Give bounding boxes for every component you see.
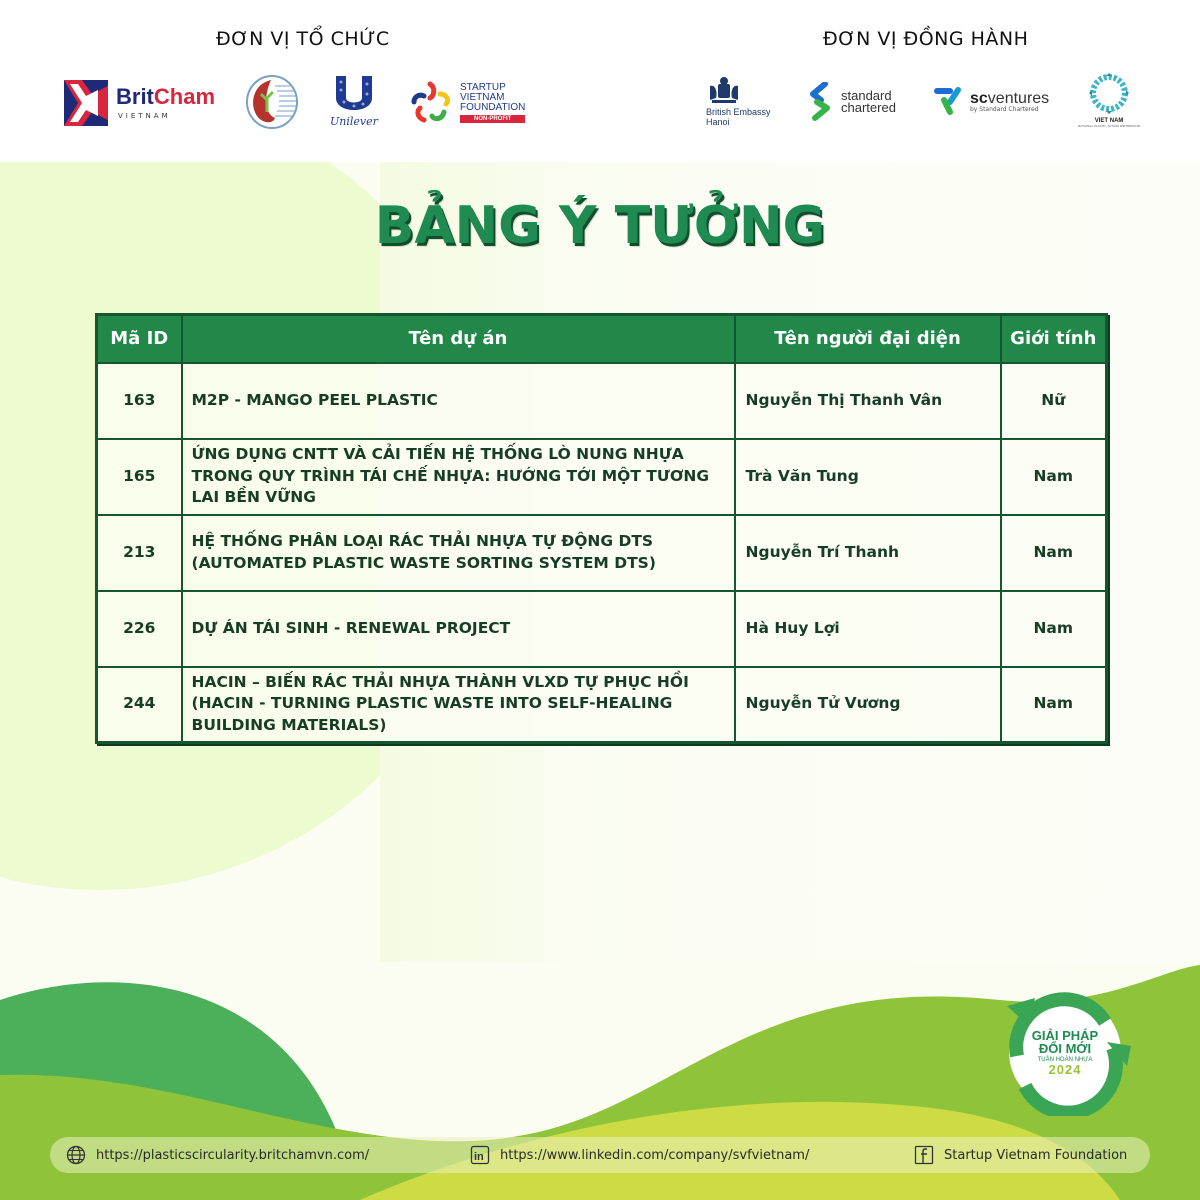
scv-sub: by Standard Chartered (970, 105, 1039, 113)
svg-text:in: in (474, 1151, 484, 1163)
sponsor-header (0, 0, 1200, 162)
cell-representative: Trà Văn Tung (735, 439, 1001, 515)
column-header-project: Tên dự án (182, 315, 735, 363)
ideas-table-container (95, 313, 1108, 744)
britcham-word-brit: Brit (116, 84, 154, 109)
ministry-emblem-icon (245, 74, 299, 130)
svf-logo (410, 80, 525, 126)
cell-representative: Nguyễn Trí Thanh (735, 515, 1001, 591)
standard-chartered-logo (807, 82, 896, 122)
cell-representative: Hà Huy Lợi (735, 591, 1001, 667)
cell-project: ỨNG DỤNG CNTT VÀ CẢI TIẾN HỆ THỐNG LÒ NUNG NHỰA TRONG QUY TRÌNH TÁI CHẾ NHỰA: HƯỚNG TỚI MỘT TƯƠNG LAI BỀN VỮNG (182, 439, 735, 515)
table-row (97, 363, 1107, 439)
scv-word-ventures: ventures (987, 89, 1050, 107)
column-header-representative: Tên người đại diện (735, 315, 1001, 363)
embassy-line-2: Hanoi (706, 116, 730, 127)
page-title: BẢNG Ý TƯỞNG (374, 196, 826, 256)
svf-nonprofit-tag: NON-PROFIT (460, 115, 525, 123)
npap-line-2: NATIONAL PLASTIC ACTION PARTNERSHIP (1078, 124, 1141, 128)
cell-id: 226 (97, 591, 182, 667)
partners-title: ĐƠN VỊ ĐỒNG HÀNH (823, 28, 1029, 50)
svf-star-icon (410, 80, 454, 126)
britcham-logo (64, 80, 215, 126)
unilever-logo (330, 74, 378, 128)
cell-gender: Nam (1001, 439, 1107, 515)
column-header-id: Mã ID (97, 315, 182, 363)
royal-coat-of-arms-icon (706, 76, 742, 106)
unilever-u-icon (332, 74, 376, 114)
cell-project: HACIN – BIẾN RÁC THẢI NHỰA THÀNH VLXD TỰ PHỤC HỒI (HACIN - TURNING PLASTIC WASTE INTO SELF-HEALING BUILDING MATERIALS) (182, 667, 735, 743)
organizers-title: ĐƠN VỊ TỔ CHỨC (216, 28, 390, 50)
standard-chartered-icon (807, 82, 833, 122)
cell-project: DỰ ÁN TÁI SINH - RENEWAL PROJECT (182, 591, 735, 667)
sc-line-2: chartered (841, 100, 896, 115)
unilever-wordmark: Unilever (330, 115, 378, 128)
sc-ventures-icon (934, 86, 964, 116)
column-header-gender: Giới tính (1001, 315, 1107, 363)
table-row (97, 591, 1107, 667)
scv-word-sc: sc (970, 89, 988, 107)
npap-ring-icon (1086, 70, 1132, 116)
svf-line-3: FOUNDATION (460, 102, 526, 114)
facebook-link-text: Startup Vietnam Foundation (944, 1147, 1128, 1163)
badge-line-1: GIẢI PHÁP (1031, 1027, 1099, 1043)
britcham-flag-icon (64, 80, 108, 126)
vietnam-npap-logo (1078, 70, 1140, 128)
linkedin-link-text: https://www.linkedin.com/company/svfvietnam/ (500, 1147, 810, 1163)
svf-line-1: STARTUP (460, 81, 506, 93)
npap-line-1: VIET NAM (1094, 118, 1124, 124)
cell-gender: Nam (1001, 515, 1107, 591)
cell-gender: Nam (1001, 667, 1107, 743)
embassy-line-1: British Embassy (706, 107, 771, 117)
cell-id: 163 (97, 363, 182, 439)
website-link[interactable] (66, 1145, 369, 1165)
table-header-row (97, 315, 1107, 363)
cell-gender: Nữ (1001, 363, 1107, 439)
britcham-sub: VIETNAM (118, 112, 171, 120)
cell-representative: Nguyễn Thị Thanh Vân (735, 363, 1001, 439)
table-row (97, 439, 1107, 515)
linkedin-link[interactable] (470, 1145, 809, 1165)
svf-line-2: VIETNAM (460, 91, 505, 103)
table-row (97, 667, 1107, 743)
linkedin-icon (470, 1145, 490, 1165)
facebook-icon (914, 1145, 934, 1165)
cell-project: HỆ THỐNG PHÂN LOẠI RÁC THẢI NHỰA TỰ ĐỘNG DTS (AUTOMATED PLASTIC WASTE SORTING SYSTEM DTS) (182, 515, 735, 591)
badge-year: 2024 (1048, 1061, 1082, 1077)
sc-ventures-logo (934, 86, 1049, 116)
badge-line-3: TUẦN HOÀN NHỰA (1037, 1056, 1093, 1063)
ministry-emblem-logo (245, 74, 299, 130)
sc-line-1: standard (841, 88, 892, 104)
ideas-table (95, 313, 1108, 744)
cell-project: M2P - MANGO PEEL PLASTIC (182, 363, 735, 439)
globe-icon (66, 1145, 86, 1165)
table-row (97, 515, 1107, 591)
cell-representative: Nguyễn Tử Vương (735, 667, 1001, 743)
challenge-badge (995, 986, 1135, 1116)
cell-id: 165 (97, 439, 182, 515)
british-embassy-logo (706, 76, 771, 128)
facebook-link[interactable] (914, 1145, 1127, 1165)
cell-id: 213 (97, 515, 182, 591)
cell-id: 244 (97, 667, 182, 743)
badge-line-2: ĐỔI MỚI (1038, 1040, 1092, 1056)
footer-links-bar (50, 1137, 1150, 1173)
britcham-word-cham: Cham (153, 84, 216, 109)
cell-gender: Nam (1001, 591, 1107, 667)
website-link-text: https://plasticscircularity.britchamvn.com/ (96, 1147, 370, 1163)
